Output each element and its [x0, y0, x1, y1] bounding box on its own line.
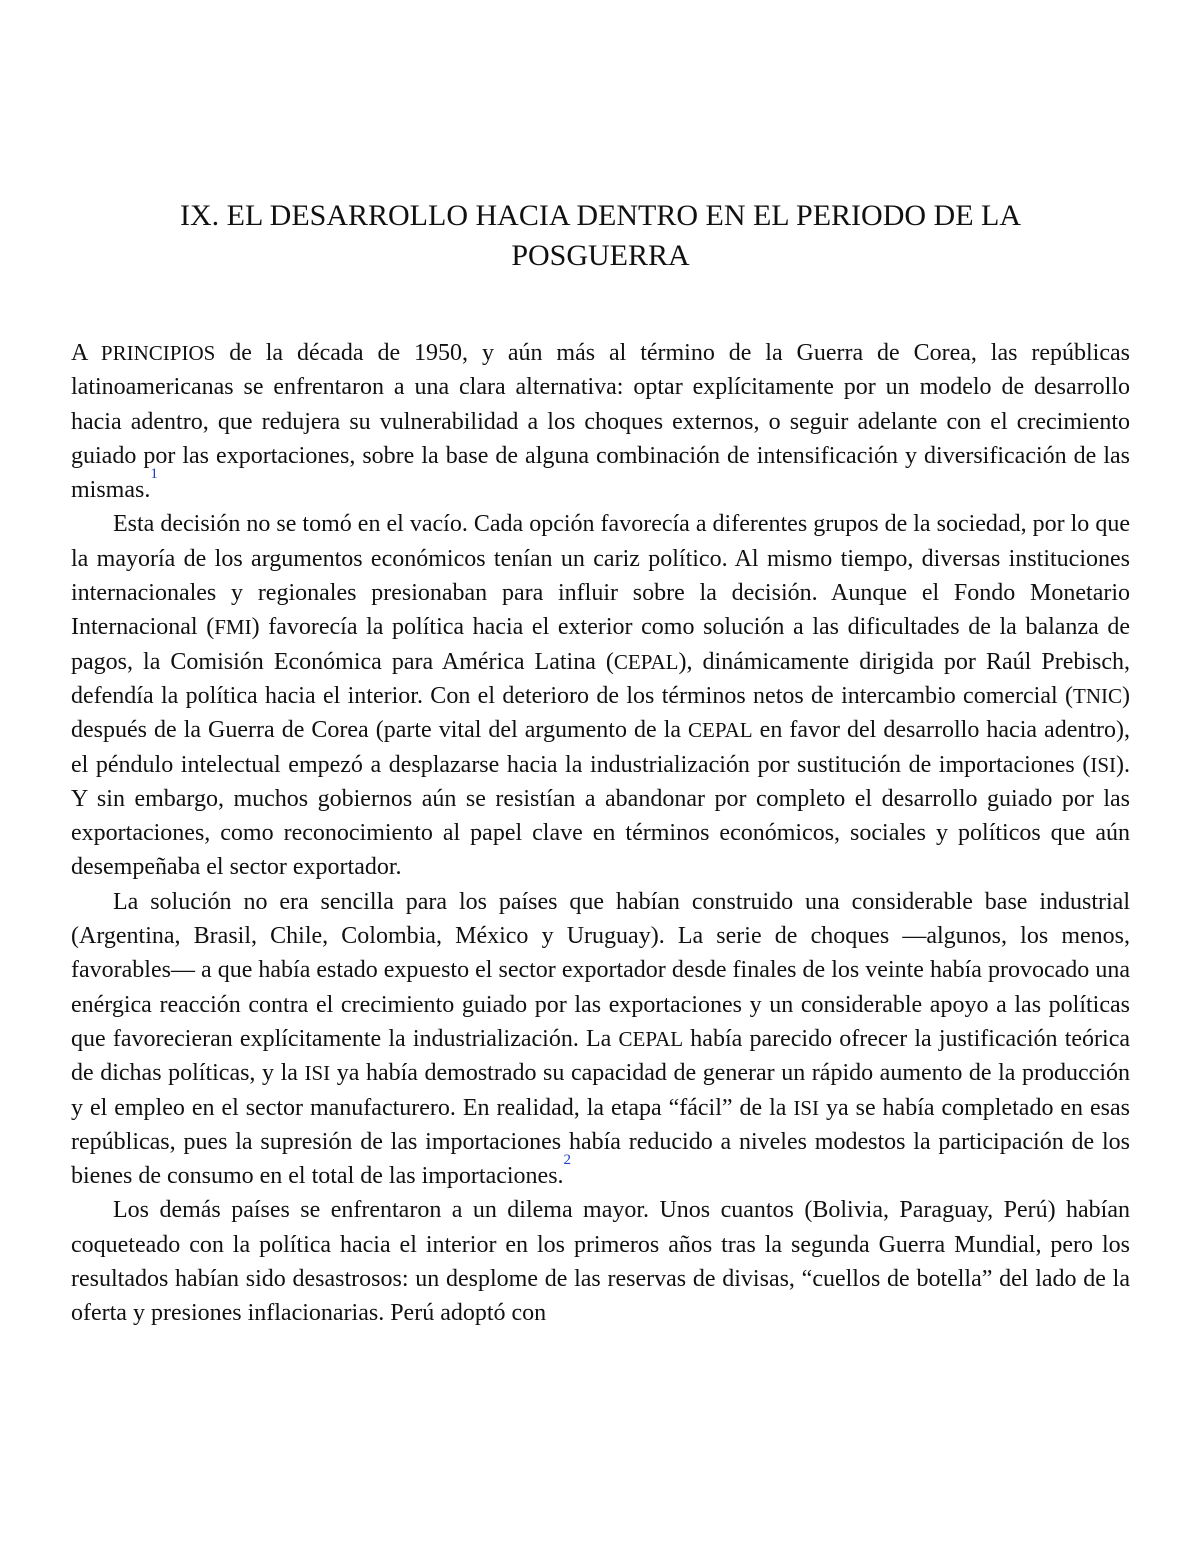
paragraph-text: La solución no era sencilla para los países que habían construido una considerable base industrial (Argentina, Brasil, Chile, Colombia, México y Uruguay). La serie de choques —algunos, los menos, favorables— a que había estado expuesto el sector exportador desde finales de los veinte había provocado una enérgica reacción contra el crecimiento guiado por las exportaciones y un considerable apoyo a las políticas que favorecieran explícitamente la industrialización. La — [71, 888, 1130, 1052]
paragraph — [71, 336, 1130, 507]
paragraph — [71, 885, 1130, 1194]
abbreviation: ISI — [304, 1061, 331, 1086]
paragraph-text: ). Y sin embargo, muchos gobiernos aún se resistían a abandonar por completo el desarrollo guiado por las exportaciones, como reconocimiento al papel clave en términos económicos, sociales y políticos que aún desempeñaba el sector exportador. — [71, 751, 1130, 881]
abbreviation: TNIC — [1073, 683, 1122, 708]
abbreviation: CEPAL — [613, 649, 679, 674]
body-text — [71, 336, 1130, 1331]
page — [71, 196, 1130, 1331]
abbreviation: CEPAL — [618, 1026, 684, 1051]
paragraph-text: había parecido ofrecer la justificación teórica de dichas políticas, y la — [71, 1025, 1130, 1087]
paragraph-text: ya se había completado en esas repúblicas, pues la supresión de las importaciones había reducido a niveles modestos la participación de los bienes de consumo en el total de las importaciones. — [71, 1094, 1130, 1190]
footnote-link[interactable]: 2 — [563, 1152, 572, 1169]
paragraph-text: de la década de 1950, y aún más al término de la Guerra de Corea, las repúblicas latinoamericanas se enfrentaron a una clara alternativa: optar explícitamente por un modelo de desarrollo hacia adentro, que redujera su vulnerabilidad a los choques externos, o seguir adelante con el crecimiento guiado por las exportaciones, sobre la base de alguna combinación de intensificación y diversificación de las mismas. — [71, 340, 1130, 504]
footnote-link[interactable]: 1 — [150, 466, 158, 483]
chapter-title — [71, 196, 1130, 276]
paragraph — [71, 1193, 1130, 1330]
paragraph-text: ) favorecía la política hacia el exterior como solución a las dificultades de la balanza de pagos, la Comisión Económica para América Latina ( — [71, 614, 1131, 675]
abbreviation: FMI — [214, 615, 252, 640]
paragraph-text: ), dinámicamente dirigida por Raúl Prebisch, defendía la política hacia el interior. Con el deterioro de los términos netos de intercambio comercial ( — [71, 648, 1131, 709]
paragraph-text: Esta decisión no se tomó en el vacío. Cada opción favorecía a diferentes grupos de la sociedad, por lo que la mayoría de los argumentos económicos tenían un cariz político. Al mismo tiempo, diversas instituciones internacionales y regionales presionaban para influir sobre la decisión. Aunque el Fondo Monetario Internacional ( — [71, 511, 1130, 641]
paragraph-text: A — [71, 340, 101, 366]
paragraph-text: en favor del desarrollo hacia adentro), el péndulo intelectual empezó a desplazarse hacia la industrialización por sustitución de importaciones ( — [71, 717, 1131, 778]
abbreviation: ISI — [793, 1095, 820, 1120]
chapter-title-line-2: POSGUERRA — [511, 239, 690, 272]
abbreviation: CEPAL — [688, 718, 753, 743]
paragraph — [71, 507, 1130, 884]
paragraph-text: ya había demostrado su capacidad de generar un rápido aumento de la producción y el empleo en el sector manufacturero. En realidad, la etapa “fácil” de la — [71, 1060, 1130, 1121]
paragraph-text: ) después de la Guerra de Corea (parte vital del argumento de la — [71, 682, 1130, 744]
paragraph-text: Los demás países se enfrentaron a un dilema mayor. Unos cuantos (Bolivia, Paraguay, Perú) habían coqueteado con la política hacia el interior en los primeros años tras la segunda Guerra Mundial, pero los resultados habían sido desastrosos: un desplome de las reservas de divisas, “cuellos de botella” del lado de la oferta y presiones inflacionarias. Perú adoptó con — [71, 1197, 1130, 1327]
chapter-title-line-1: IX. EL DESARROLLO HACIA DENTRO EN EL PERIODO DE LA — [179, 199, 1022, 232]
abbreviation: ISI — [1090, 752, 1116, 777]
abbreviation: PRINCIPIOS — [100, 341, 216, 365]
